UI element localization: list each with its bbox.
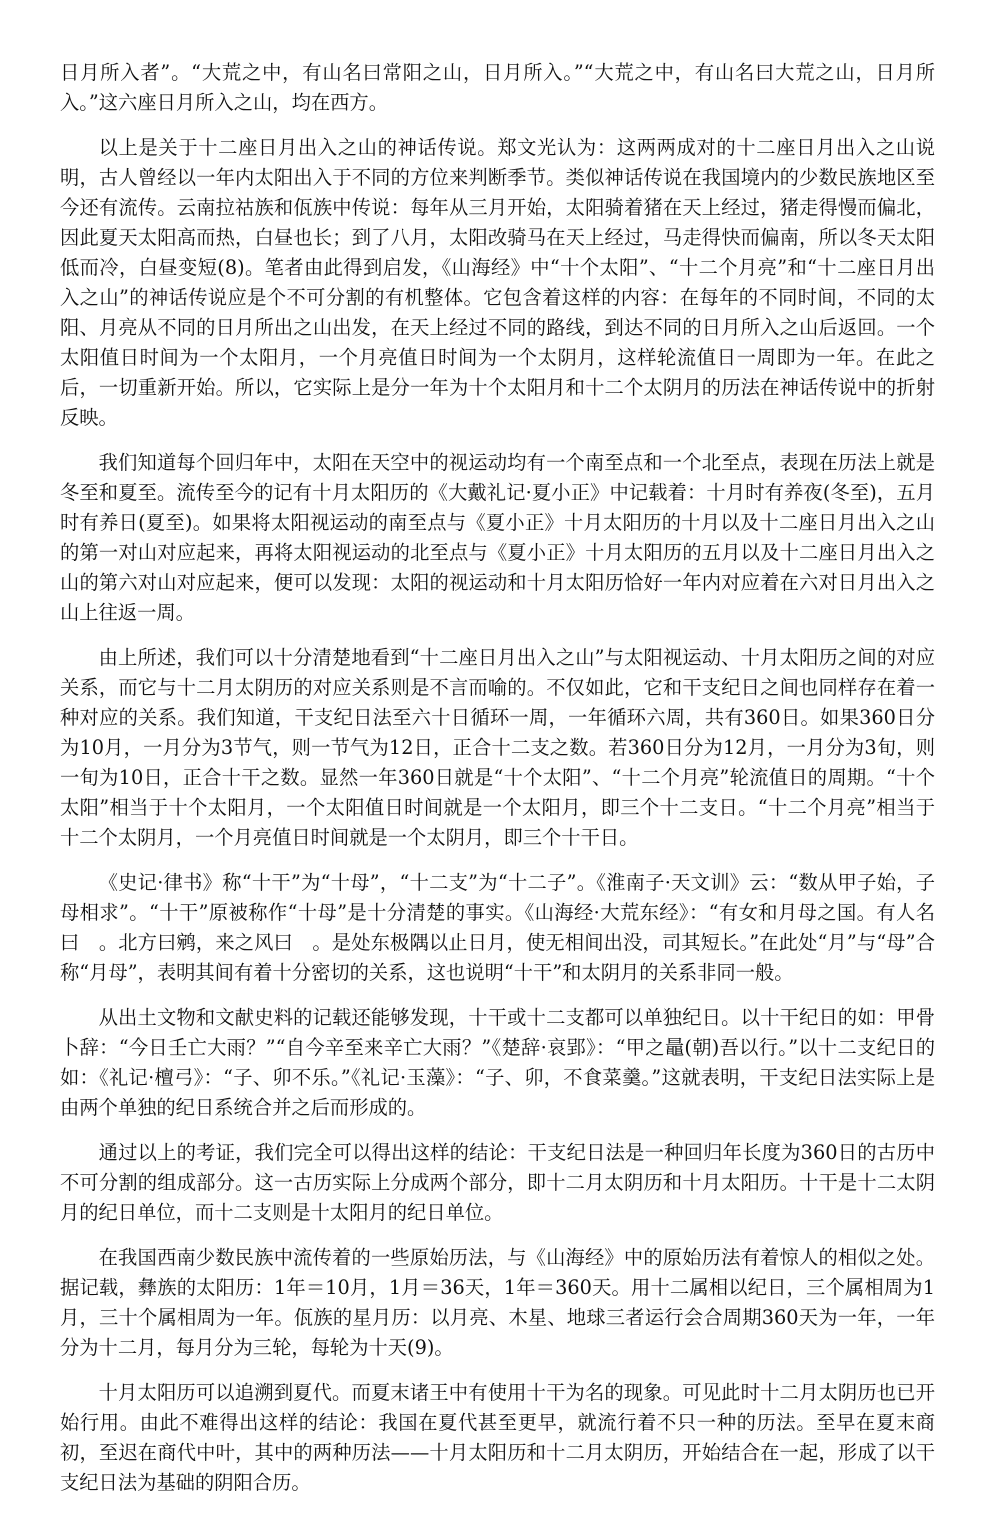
paragraph-9: 十月太阳历可以追溯到夏代。而夏末诸王中有使用十干为名的现象。可见此时十二月太阴历也已开始行用。由此不难得出这样的结论：我国在夏代甚至更早，就流行着不只一种的历法。至早在夏末商初，至迟在商代中叶，其中的两种历法——十月太阳历和十二月太阴历，开始结合在一起，形成了以干支纪日法为基础的阴阳合历。 — [60, 1381, 935, 1494]
paragraph-8: 在我国西南少数民族中流传着的一些原始历法，与《山海经》中的原始历法有着惊人的相似之处。据记载，彝族的太阳历：1年＝10月，1月＝36天，1年＝360天。用十二属相以纪日，三个属相周为1月，三十个属相周为一年。佤族的星月历：以月亮、木星、地球三者运行会合周期360天为一年，一年分为十二月，每月分为三轮，每轮为十天(9)。 — [60, 1246, 935, 1359]
paragraph-4: 由上所述，我们可以十分清楚地看到“十二座日月出入之山”与太阳视运动、十月太阳历之间的对应关系，而它与十二月太阴历的对应关系则是不言而喻的。不仅如此，它和干支纪日之间也同样存在着一种对应的关系。我们知道，干支纪日法至六十日循环一周，一年循环六周，共有360日。如果360日分为10月，一月分为3节气，则一节气为12日，正合十二支之数。若360日分为12月，一月分为3旬，则一旬为10日，正合十干之数。显然一年360日就是“十个太阳”、“十二个月亮”轮流值日的周期。“十个太阳”相当于十个太阳月，一个太阳值日时间就是一个太阳月，即三个十二支日。“十二个月亮”相当于十二个太阴月，一个月亮值日时间就是一个太阴月，即三个十干日。 — [60, 646, 935, 849]
paragraph-1: 日月所入者”。“大荒之中，有山名曰常阳之山，日月所入。”“大荒之中，有山名曰大荒之山，日月所入。”这六座日月所入之山，均在西方。 — [60, 61, 935, 114]
paragraph-3: 我们知道每个回归年中，太阳在天空中的视运动均有一个南至点和一个北至点，表现在历法上就是冬至和夏至。流传至今的记有十月太阳历的《大戴礼记·夏小正》中记载着：十月时有养夜(冬至)，五月时有养日(夏至)。如果将太阳视运动的南至点与《夏小正》十月太阳历的十月以及十二座日月出入之山的第一对山对应起来，再将太阳视运动的北至点与《夏小正》十月太阳历的五月以及十二座日月出入之山的第六对山对应起来，便可以发现：太阳的视运动和十月太阳历恰好一年内对应着在六对日月出入之山上往返一周。 — [60, 451, 935, 624]
paragraph-2: 以上是关于十二座日月出入之山的神话传说。郑文光认为：这两两成对的十二座日月出入之山说明，古人曾经以一年内太阳出入于不同的方位来判断季节。类似神话传说在我国境内的少数民族地区至今还有流传。云南拉祜族和佤族中传说：每年从三月开始，太阳骑着猪在天上经过，猪走得慢而偏北，因此夏天太阳高而热，白昼也长；到了八月，太阳改骑马在天上经过，马走得快而偏南，所以冬天太阳低而冷，白昼变短(8)。笔者由此得到启发，《山海经》中“十个太阳”、“十二个月亮”和“十二座日月出入之山”的神话传说应是个不可分割的有机整体。它包含着这样的内容：在每年的不同时间，不同的太阳、月亮从不同的日月所出之山出发，在天上经过不同的路线，到达不同的日月所入之山后返回。一个太阳值日时间为一个太阳月，一个月亮值日时间为一个太阴月，这样轮流值日一周即为一年。在此之后，一切重新开始。所以，它实际上是分一年为十个太阳月和十二个太阴月的历法在神话传说中的折射反映。 — [60, 136, 935, 429]
paragraph-6: 从出土文物和文献史料的记载还能够发现，十干或十二支都可以单独纪日。以十干纪日的如：甲骨卜辞：“今日壬亡大雨？”“自今辛至来辛亡大雨？”《楚辞·哀郢》：“甲之鼂(朝)吾以行。”以十二支纪日的如：《礼记·檀弓》：“子、卯不乐。”《礼记·玉藻》：“子、卯，不食菜羹。”这就表明，干支纪日法实际上是由两个单独的纪日系统合并之后而形成的。 — [60, 1006, 935, 1119]
document-page — [60, 58, 935, 1513]
paragraph-5: 《史记·律书》称“十干”为“十母”，“十二支”为“十二子”。《淮南子·天文训》云：“数从甲子始，子母相求”。“十干”原被称作“十母”是十分清楚的事实。《山海经·大荒东经》：“有女和月母之国。有人名曰 。北方曰鹓，来之风曰 。是处东极隅以止日月，使无相间出没，司其短长。”在此处“月”与“母”合称“月母”，表明其间有着十分密切的关系，这也说明“十干”和太阴月的关系非同一般。 — [60, 871, 935, 984]
paragraph-7: 通过以上的考证，我们完全可以得出这样的结论：干支纪日法是一种回归年长度为360日的古历中不可分割的组成部分。这一古历实际上分成两个部分，即十二月太阴历和十月太阳历。十干是十二太阴月的纪日单位，而十二支则是十太阳月的纪日单位。 — [60, 1141, 935, 1224]
